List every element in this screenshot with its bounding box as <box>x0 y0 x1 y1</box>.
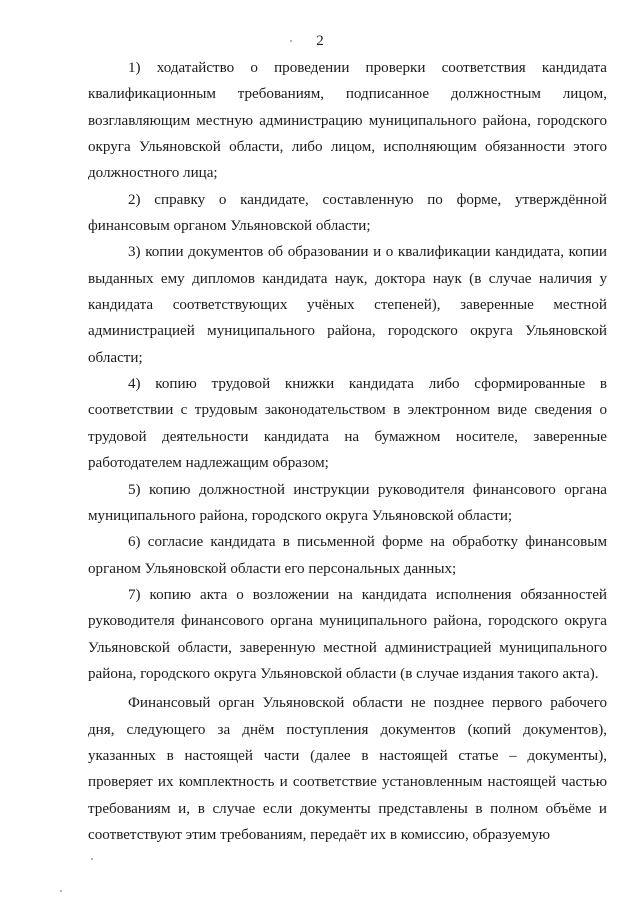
list-item-7: 7) копию акта о возложении на кандидата исполнения обязанностей руководителя финансового органа муниципального района, городского округа Ульяновской области, заверенную местной администрацией муниципального района, городского округа Ульяновской области (в случае издания такого акта). <box>88 586 607 682</box>
scan-speck <box>91 858 93 860</box>
list-item-5: 5) копию должностной инструкции руководителя финансового органа муниципального района, городского округа Ульяновской области; <box>88 481 607 524</box>
list-item-4: 4) копию трудовой книжки кандидата либо сформированные в соответствии с трудовым законодательством в электронном виде сведения о трудовой деятельности кандидата на бумажном носителе, заверенные работодателем надлежащим образом; <box>88 376 607 472</box>
body-paragraph: Финансовый орган Ульяновской области не позднее первого рабочего дня, следующего за днём поступления документов (копий документов), указанных в настоящей части (далее в настоящей статье – документы), проверяет их комплектность и соответствие установленным настоящей частью требованиям и, в случае если документы представлены в полном объёме и соответствуют этим требованиям, передаёт их в комиссию, образуемую <box>88 695 607 843</box>
scan-speck <box>290 40 292 42</box>
list-item-2: 2) справку о кандидате, составленную по форме, утверждённой финансовым органом Ульяновской области; <box>88 191 607 235</box>
list-item-1: 1) ходатайство о проведении проверки соответствия кандидата квалификационным требованиям, подписанное должностным лицом, возглавляющим местную администрацию муниципального района, городского округа Ульяновской области, либо лицом, исполняющим обязанности этого должностного лица; <box>88 60 607 182</box>
document-body <box>88 55 607 848</box>
list-item-3: 3) копии документов об образовании и о квалификации кандидата, копии выданных ему дипломов кандидата наук, доктора наук (в случае наличия у кандидата соответствующих учёных степеней), заверенные местной администрацией муниципального района, городского округа Ульяновской области; <box>88 244 607 366</box>
scan-speck <box>60 890 62 892</box>
list-item-6: 6) согласие кандидата в письменной форме на обработку финансовым органом Ульяновской области его персональных данных; <box>88 534 607 577</box>
page-number: 2 <box>316 33 324 49</box>
